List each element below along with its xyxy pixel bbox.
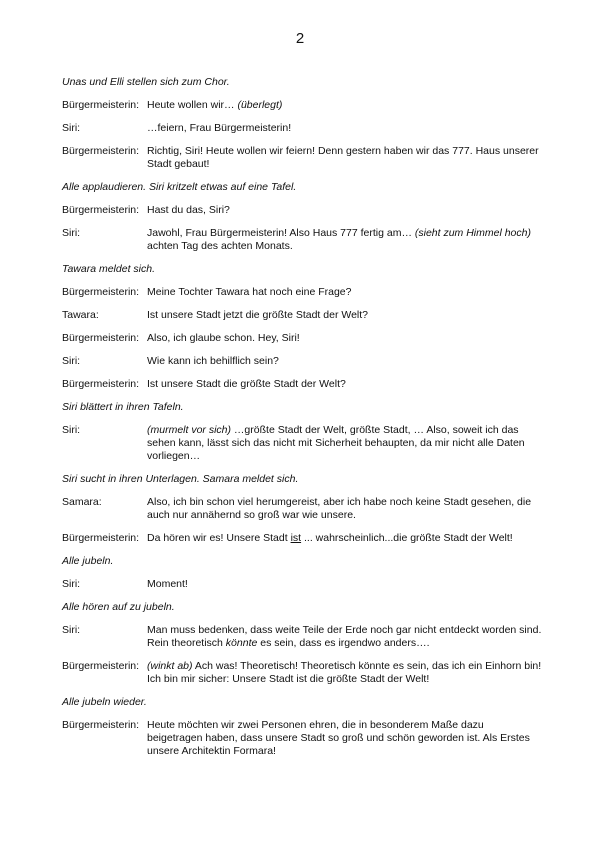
speaker-name: Bürgermeisterin: bbox=[62, 332, 140, 344]
dialogue-segment: Richtig, Siri! Heute wollen wir feiern! Denn gestern haben wir das 777. Haus unserer Stadt gebaut! bbox=[147, 145, 539, 170]
dialogue-text bbox=[147, 309, 542, 322]
dialogue-segment: Ist unsere Stadt jetzt die größte Stadt der Welt? bbox=[147, 309, 369, 321]
stage-direction-inline: (sieht zum Himmel hoch) bbox=[414, 227, 531, 239]
speaker-name: Bürgermeisterin: bbox=[62, 378, 140, 390]
dialogue-line bbox=[62, 660, 542, 686]
stage-direction-inline: könnte bbox=[225, 637, 258, 649]
dialogue-segment: Also, ich glaube schon. Hey, Siri! bbox=[147, 332, 300, 344]
dialogue-segment: Heute wollen wir… bbox=[147, 99, 238, 111]
dialogue-text bbox=[147, 719, 542, 758]
stage-direction: Tawara meldet sich. bbox=[62, 263, 155, 275]
dialogue-text bbox=[147, 286, 542, 299]
stage-direction-inline: (winkt ab) bbox=[147, 660, 193, 672]
dialogue-segment: Da hören wir es! Unsere Stadt bbox=[147, 532, 291, 544]
dialogue-segment: Also, ich bin schon viel herumgereist, aber ich habe noch keine Stadt gesehen, die auch nur annähernd so groß war wie unsere. bbox=[147, 496, 532, 521]
dialogue-line bbox=[62, 286, 542, 299]
dialogue-line bbox=[62, 578, 542, 591]
dialogue-segment: ... wahrscheinlich...die größte Stadt der Welt! bbox=[301, 532, 513, 544]
dialogue-text bbox=[147, 122, 542, 135]
speaker-name: Bürgermeisterin: bbox=[62, 660, 140, 672]
dialogue-line bbox=[62, 204, 542, 217]
dialogue-segment: …größte Stadt der Welt, größte Stadt, … Also, soweit ich das sehen kann, lässt sich das nicht mit Sicherheit behaupten, da mir nicht alle Daten vorliegen… bbox=[147, 424, 525, 462]
dialogue-segment: Ist unsere Stadt die größte Stadt der Welt? bbox=[147, 378, 346, 390]
stage-direction-inline: (murmelt vor sich) bbox=[147, 424, 232, 436]
dialogue-line bbox=[62, 532, 542, 545]
dialogue-segment: Heute möchten wir zwei Personen ehren, die in besonderem Maße dazu beigetragen haben, dass unsere Stadt so groß und schön geworden ist. Als Erstes unsere Architektin Formara! bbox=[147, 719, 530, 757]
dialogue-line bbox=[62, 332, 542, 345]
dialogue-segment: Meine Tochter Tawara hat noch eine Frage? bbox=[147, 286, 352, 298]
stage-direction: Alle jubeln. bbox=[62, 555, 114, 567]
dialogue-line bbox=[62, 424, 542, 463]
dialogue-line bbox=[62, 719, 542, 758]
speaker-name: Bürgermeisterin: bbox=[62, 719, 140, 731]
dialogue-text bbox=[147, 624, 542, 650]
dialogue-segment: es sein, dass es irgendwo anders…. bbox=[257, 637, 430, 649]
dialogue-text bbox=[147, 578, 542, 591]
stage-direction: Alle hören auf zu jubeln. bbox=[62, 601, 175, 613]
speaker-name: Siri: bbox=[62, 227, 81, 239]
dialogue-text bbox=[147, 496, 542, 522]
stage-direction: Siri sucht in ihren Unterlagen. Samara meldet sich. bbox=[62, 473, 299, 485]
dialogue-segment: Hast du das, Siri? bbox=[147, 204, 230, 216]
script-body bbox=[62, 76, 542, 768]
dialogue-segment: Jawohl, Frau Bürgermeisterin! Also Haus 777 fertig am… bbox=[147, 227, 415, 239]
speaker-name: Siri: bbox=[62, 624, 81, 636]
stage-direction: Unas und Elli stellen sich zum Chor. bbox=[62, 76, 230, 88]
dialogue-segment: Ach was! Theoretisch! Theoretisch könnte es sein, das ich ein Einhorn bin! Ich bin mir sicher: Unsere Stadt ist die größte Stadt der Welt! bbox=[147, 660, 542, 685]
dialogue-text bbox=[147, 532, 542, 545]
dialogue-line bbox=[62, 122, 542, 135]
dialogue-text bbox=[147, 204, 542, 217]
speaker-name: Bürgermeisterin: bbox=[62, 204, 140, 216]
speaker-name: Bürgermeisterin: bbox=[62, 532, 140, 544]
dialogue-text bbox=[147, 660, 542, 686]
stage-direction: Alle jubeln wieder. bbox=[62, 696, 147, 708]
dialogue-text bbox=[147, 99, 542, 112]
dialogue-line bbox=[62, 355, 542, 368]
dialogue-text bbox=[147, 145, 542, 171]
speaker-name: Siri: bbox=[62, 355, 81, 367]
dialogue-segment: Wie kann ich behilflich sein? bbox=[147, 355, 279, 367]
dialogue-line bbox=[62, 145, 542, 171]
speaker-name: Bürgermeisterin: bbox=[62, 286, 140, 298]
stage-direction: Siri blättert in ihren Tafeln. bbox=[62, 401, 184, 413]
speaker-name: Siri: bbox=[62, 578, 81, 590]
dialogue-line bbox=[62, 309, 542, 322]
dialogue-line bbox=[62, 99, 542, 112]
dialogue-text bbox=[147, 378, 542, 391]
dialogue-segment: …feiern, Frau Bürgermeisterin! bbox=[147, 122, 292, 134]
dialogue-line bbox=[62, 496, 542, 522]
dialogue-line bbox=[62, 378, 542, 391]
stage-direction: Alle applaudieren. Siri kritzelt etwas auf eine Tafel. bbox=[62, 181, 297, 193]
speaker-name: Siri: bbox=[62, 122, 81, 134]
dialogue-line bbox=[62, 624, 542, 650]
speaker-name: Samara: bbox=[62, 496, 102, 508]
speaker-name: Tawara: bbox=[62, 309, 99, 321]
dialogue-text bbox=[147, 424, 542, 463]
page-number: 2 bbox=[295, 30, 305, 47]
dialogue-segment: ist bbox=[290, 532, 302, 544]
stage-direction-inline: (überlegt) bbox=[237, 99, 283, 111]
speaker-name: Siri: bbox=[62, 424, 81, 436]
dialogue-segment: Moment! bbox=[147, 578, 188, 590]
speaker-name: Bürgermeisterin: bbox=[62, 99, 140, 111]
dialogue-text bbox=[147, 332, 542, 345]
dialogue-text bbox=[147, 355, 542, 368]
speaker-name: Bürgermeisterin: bbox=[62, 145, 140, 157]
dialogue-segment: Man muss bedenken, dass weite Teile der Erde noch gar nicht entdeckt worden sind. Rein theoretisch bbox=[147, 624, 542, 649]
dialogue-line bbox=[62, 227, 542, 253]
dialogue-segment: achten Tag des achten Monats. bbox=[147, 240, 293, 252]
dialogue-text bbox=[147, 227, 542, 253]
